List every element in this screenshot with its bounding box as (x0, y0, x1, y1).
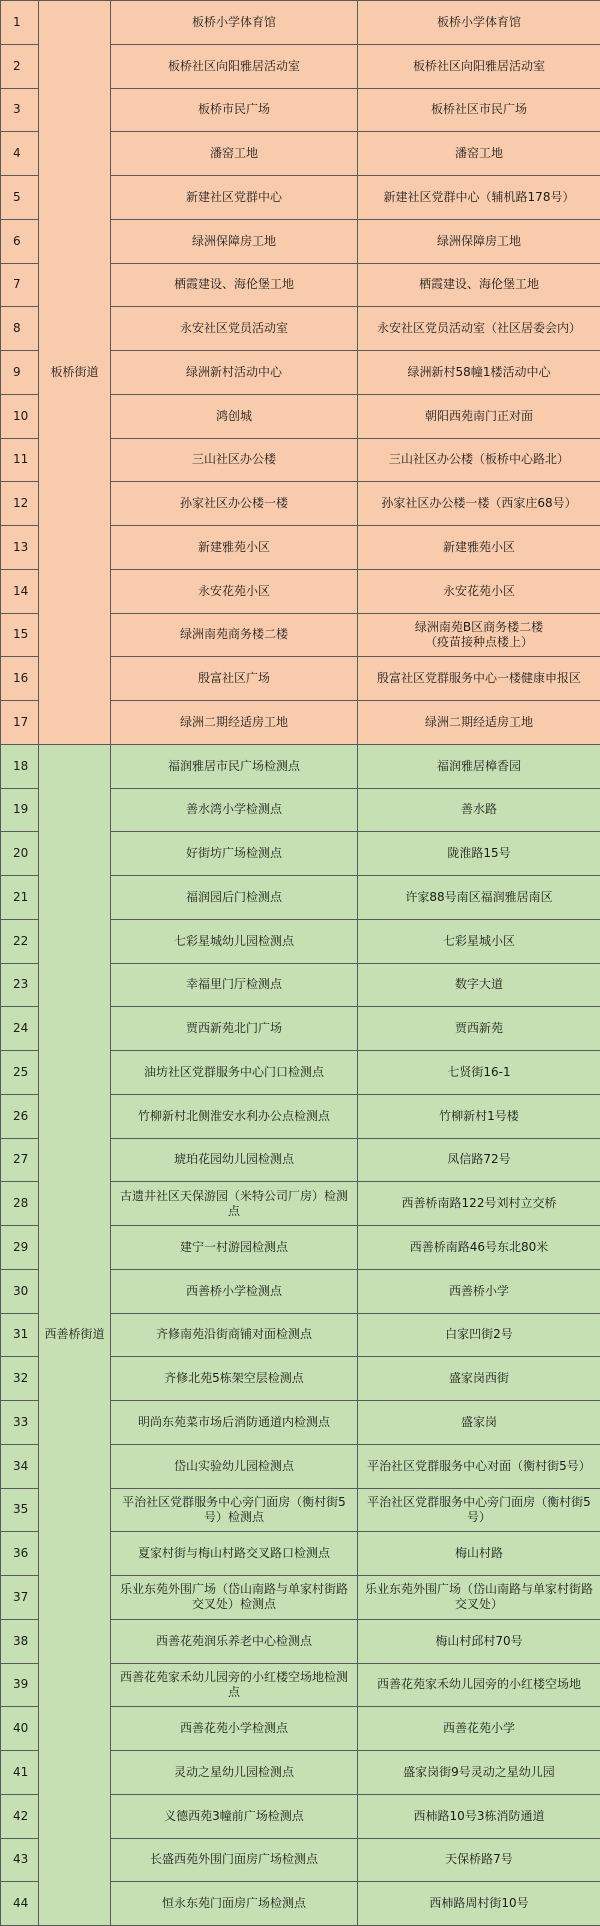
site-name-cell: 西善花苑小学检测点 (111, 1707, 358, 1751)
row-number-cell: 24 (1, 1007, 39, 1051)
site-name-cell: 绿洲保障房工地 (111, 219, 358, 263)
site-name-cell: 孙家社区办公楼一楼 (111, 482, 358, 526)
address-cell: 永安花苑小区 (358, 569, 600, 613)
site-name-cell: 好街坊广场检测点 (111, 832, 358, 876)
site-name-cell: 栖霞建设、海伦堡工地 (111, 263, 358, 307)
row-number-cell: 30 (1, 1269, 39, 1313)
site-name-cell: 新建社区党群中心 (111, 176, 358, 220)
row-number-cell: 13 (1, 526, 39, 570)
address-cell: 新建雅苑小区 (358, 526, 600, 570)
address-cell: 梅山村邱村70号 (358, 1619, 600, 1663)
row-number-cell: 10 (1, 394, 39, 438)
row-number-cell: 21 (1, 876, 39, 920)
site-name-cell: 灵动之星幼儿园检测点 (111, 1751, 358, 1795)
address-cell: 西善桥南路46号东北80米 (358, 1226, 600, 1270)
table-body (1, 1, 600, 1926)
address-cell: 陇淮路15号 (358, 832, 600, 876)
site-name-cell: 永安花苑小区 (111, 569, 358, 613)
row-number-cell: 3 (1, 88, 39, 132)
site-name-cell: 建宁一村游园检测点 (111, 1226, 358, 1270)
address-cell: 七贤街16-1 (358, 1051, 600, 1095)
site-name-cell: 油坊社区党群服务中心门口检测点 (111, 1051, 358, 1095)
site-name-cell: 琥珀花园幼儿园检测点 (111, 1138, 358, 1182)
street-cell: 板桥街道 (39, 1, 111, 745)
site-name-cell: 殷富社区广场 (111, 657, 358, 701)
site-name-cell: 平治社区党群服务中心旁门面房（衡村街5号）检测点 (111, 1488, 358, 1532)
address-cell: 三山社区办公楼（板桥中心路北） (358, 438, 600, 482)
table-row (1, 1, 600, 45)
row-number-cell: 36 (1, 1532, 39, 1576)
row-number-cell: 12 (1, 482, 39, 526)
row-number-cell: 38 (1, 1619, 39, 1663)
address-cell: 殷富社区党群服务中心一楼健康申报区 (358, 657, 600, 701)
address-cell: 西善花苑家禾幼儿园旁的小红楼空场地 (358, 1663, 600, 1707)
address-cell: 栖霞建设、海伦堡工地 (358, 263, 600, 307)
site-name-cell: 明尚东苑菜市场后消防通道内检测点 (111, 1401, 358, 1445)
row-number-cell: 40 (1, 1707, 39, 1751)
site-name-cell: 义德西苑3幢前广场检测点 (111, 1794, 358, 1838)
address-cell: 天保桥路7号 (358, 1838, 600, 1882)
address-cell: 盛家岗西街 (358, 1357, 600, 1401)
row-number-cell: 16 (1, 657, 39, 701)
site-name-cell: 西善花苑润乐养老中心检测点 (111, 1619, 358, 1663)
row-number-cell: 22 (1, 919, 39, 963)
row-number-cell: 44 (1, 1882, 39, 1926)
address-cell: 白家凹街2号 (358, 1313, 600, 1357)
address-cell: 竹柳新村1号楼 (358, 1094, 600, 1138)
site-name-cell: 贾西新苑北门广场 (111, 1007, 358, 1051)
address-cell: 盛家岗街9号灵动之星幼儿园 (358, 1751, 600, 1795)
site-name-cell: 绿洲南苑商务楼二楼 (111, 613, 358, 657)
row-number-cell: 29 (1, 1226, 39, 1270)
row-number-cell: 28 (1, 1182, 39, 1226)
address-cell: 七彩星城小区 (358, 919, 600, 963)
address-cell: 绿洲新村58幢1楼活动中心 (358, 351, 600, 395)
site-name-cell: 古遗井社区天保游园（米特公司厂房）检测点 (111, 1182, 358, 1226)
address-cell: 西柿路10号3栋消防通道 (358, 1794, 600, 1838)
site-name-cell: 鸿创城 (111, 394, 358, 438)
row-number-cell: 15 (1, 613, 39, 657)
row-number-cell: 6 (1, 219, 39, 263)
site-name-cell: 福润雅居市民广场检测点 (111, 744, 358, 788)
address-cell: 善水路 (358, 788, 600, 832)
site-name-cell: 福润园后门检测点 (111, 876, 358, 920)
site-name-cell: 西善花苑家禾幼儿园旁的小红楼空场地检测点 (111, 1663, 358, 1707)
address-cell: 西柿路周村街10号 (358, 1882, 600, 1926)
address-cell: 贾西新苑 (358, 1007, 600, 1051)
site-name-cell: 绿洲新村活动中心 (111, 351, 358, 395)
address-cell: 凤信路72号 (358, 1138, 600, 1182)
address-cell: 西善桥小学 (358, 1269, 600, 1313)
site-name-cell: 三山社区办公楼 (111, 438, 358, 482)
site-name-cell: 长盛西苑外围门面房广场检测点 (111, 1838, 358, 1882)
site-name-cell: 七彩星城幼儿园检测点 (111, 919, 358, 963)
address-cell: 板桥小学体育馆 (358, 1, 600, 45)
site-name-cell: 新建雅苑小区 (111, 526, 358, 570)
row-number-cell: 23 (1, 963, 39, 1007)
site-name-cell: 竹柳新村北侧淮安水利办公点检测点 (111, 1094, 358, 1138)
address-cell: 西善桥南路122号刘村立交桥 (358, 1182, 600, 1226)
address-cell: 梅山村路 (358, 1532, 600, 1576)
row-number-cell: 5 (1, 176, 39, 220)
site-name-cell: 板桥社区向阳雅居活动室 (111, 44, 358, 88)
row-number-cell: 1 (1, 1, 39, 45)
address-cell: 绿洲二期经适房工地 (358, 701, 600, 745)
row-number-cell: 37 (1, 1576, 39, 1620)
row-number-cell: 43 (1, 1838, 39, 1882)
address-cell: 平治社区党群服务中心对面（衡村街5号） (358, 1444, 600, 1488)
row-number-cell: 8 (1, 307, 39, 351)
row-number-cell: 41 (1, 1751, 39, 1795)
address-cell: 绿洲南苑B区商务楼二楼 （疫苗接种点楼上） (358, 613, 600, 657)
site-name-cell: 善水湾小学检测点 (111, 788, 358, 832)
row-number-cell: 39 (1, 1663, 39, 1707)
address-cell: 潘窑工地 (358, 132, 600, 176)
site-name-cell: 幸福里门厅检测点 (111, 963, 358, 1007)
address-cell: 平治社区党群服务中心旁门面房（衡村街5号） (358, 1488, 600, 1532)
address-cell: 孙家社区办公楼一楼（西家庄68号） (358, 482, 600, 526)
row-number-cell: 42 (1, 1794, 39, 1838)
site-name-cell: 潘窑工地 (111, 132, 358, 176)
row-number-cell: 33 (1, 1401, 39, 1445)
address-cell: 许家88号南区福润雅居南区 (358, 876, 600, 920)
site-name-cell: 岱山实验幼儿园检测点 (111, 1444, 358, 1488)
address-cell: 乐业东苑外围广场（岱山南路与单家村街路交叉处） (358, 1576, 600, 1620)
row-number-cell: 9 (1, 351, 39, 395)
row-number-cell: 4 (1, 132, 39, 176)
address-cell: 盛家岗 (358, 1401, 600, 1445)
row-number-cell: 7 (1, 263, 39, 307)
row-number-cell: 32 (1, 1357, 39, 1401)
row-number-cell: 20 (1, 832, 39, 876)
site-name-cell: 齐修南苑沿街商铺对面检测点 (111, 1313, 358, 1357)
address-cell: 板桥社区向阳雅居活动室 (358, 44, 600, 88)
row-number-cell: 25 (1, 1051, 39, 1095)
row-number-cell: 31 (1, 1313, 39, 1357)
address-cell: 新建社区党群中心（辅机路178号） (358, 176, 600, 220)
row-number-cell: 17 (1, 701, 39, 745)
row-number-cell: 34 (1, 1444, 39, 1488)
address-cell: 西善花苑小学 (358, 1707, 600, 1751)
row-number-cell: 19 (1, 788, 39, 832)
address-cell: 板桥社区市民广场 (358, 88, 600, 132)
row-number-cell: 35 (1, 1488, 39, 1532)
row-number-cell: 27 (1, 1138, 39, 1182)
site-name-cell: 绿洲二期经适房工地 (111, 701, 358, 745)
site-name-cell: 永安社区党员活动室 (111, 307, 358, 351)
site-name-cell: 齐修北苑5栋架空层检测点 (111, 1357, 358, 1401)
address-cell: 永安社区党员活动室（社区居委会内） (358, 307, 600, 351)
site-name-cell: 西善桥小学检测点 (111, 1269, 358, 1313)
row-number-cell: 26 (1, 1094, 39, 1138)
row-number-cell: 14 (1, 569, 39, 613)
site-name-cell: 乐业东苑外围广场（岱山南路与单家村街路交叉处）检测点 (111, 1576, 358, 1620)
table-row (1, 744, 600, 788)
address-cell: 朝阳西苑南门正对面 (358, 394, 600, 438)
row-number-cell: 2 (1, 44, 39, 88)
address-cell: 福润雅居樟香园 (358, 744, 600, 788)
site-name-cell: 恒永东苑门面房广场检测点 (111, 1882, 358, 1926)
row-number-cell: 18 (1, 744, 39, 788)
site-name-cell: 夏家村街与梅山村路交叉路口检测点 (111, 1532, 358, 1576)
address-cell: 数字大道 (358, 963, 600, 1007)
row-number-cell: 11 (1, 438, 39, 482)
site-name-cell: 板桥市民广场 (111, 88, 358, 132)
street-cell: 西善桥街道 (39, 744, 111, 1925)
address-cell: 绿洲保障房工地 (358, 219, 600, 263)
site-name-cell: 板桥小学体育馆 (111, 1, 358, 45)
